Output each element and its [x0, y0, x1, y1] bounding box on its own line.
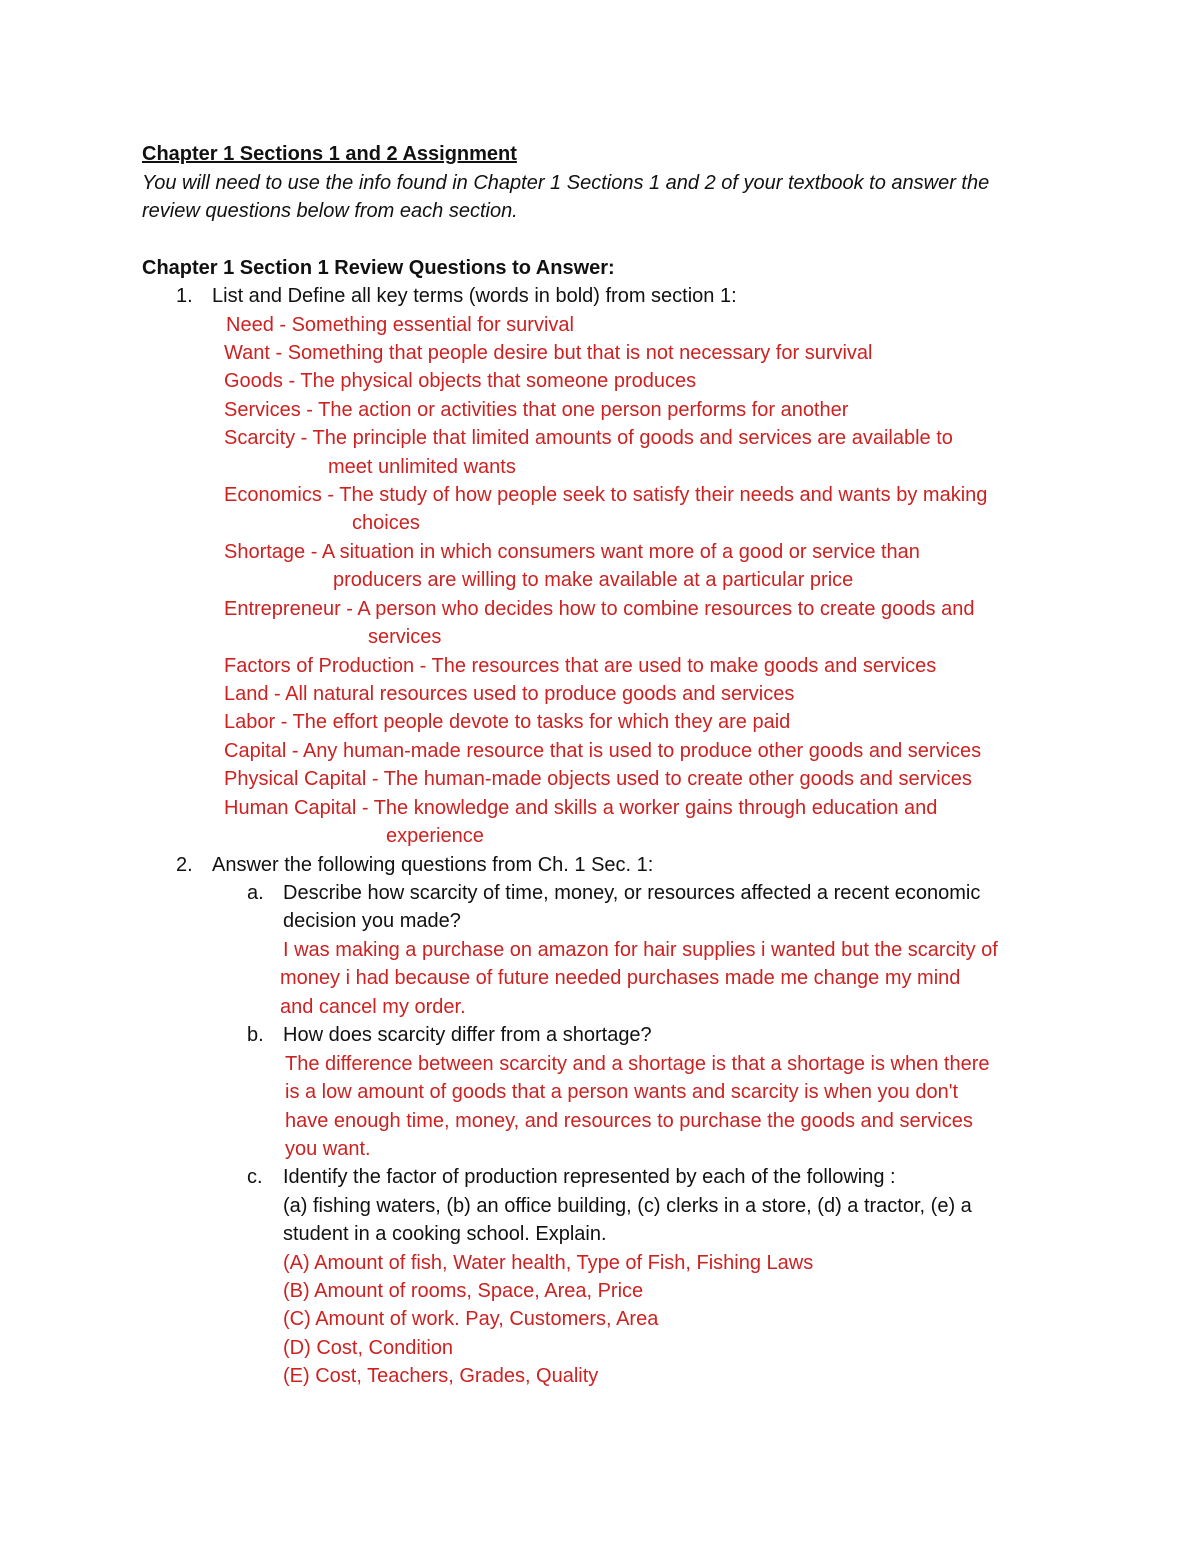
q2a-answer-line-1: I was making a purchase on amazon for hair supplies i wanted but the scarcity of: [283, 939, 998, 961]
q2-text: Answer the following questions from Ch. 1 Sec. 1:: [212, 854, 654, 876]
term-factors-of-production: Factors of Production - The resources that are used to make goods and services: [224, 655, 937, 677]
term-goods: Goods - The physical objects that someone produces: [224, 370, 697, 392]
term-human-capital: Human Capital - The knowledge and skills a worker gains through education and: [224, 797, 938, 819]
q2c-answer-d: (D) Cost, Condition: [283, 1337, 454, 1359]
term-human-capital-cont: experience: [386, 825, 484, 847]
term-entrepreneur: Entrepreneur - A person who decides how to combine resources to create goods and: [224, 598, 975, 620]
q2b-answer-line-4: you want.: [285, 1138, 371, 1160]
q2b-answer-line-2: is a low amount of goods that a person wants and scarcity is when you don't: [285, 1081, 959, 1103]
q2a-letter: a.: [247, 882, 264, 904]
q2c-question-line-2: (a) fishing waters, (b) an office building, (c) clerks in a store, (d) a tractor, (e) a: [283, 1195, 972, 1217]
q2c-letter: c.: [247, 1166, 263, 1188]
term-shortage: Shortage - A situation in which consumers want more of a good or service than: [224, 541, 920, 563]
term-capital: Capital - Any human-made resource that is used to produce other goods and services: [224, 740, 982, 762]
q2-number: 2.: [176, 854, 193, 876]
term-economics-cont: choices: [352, 512, 420, 534]
term-services: Services - The action or activities that one person performs for another: [224, 399, 849, 421]
term-need: Need - Something essential for survival: [226, 314, 574, 336]
intro-line-1: You will need to use the info found in Chapter 1 Sections 1 and 2 of your textbook to answer the: [142, 172, 990, 194]
q2c-answer-a: (A) Amount of fish, Water health, Type of Fish, Fishing Laws: [283, 1252, 814, 1274]
q2a-question-line-2: decision you made?: [283, 910, 461, 932]
intro-line-2: review questions below from each section.: [142, 200, 518, 222]
q2c-answer-e: (E) Cost, Teachers, Grades, Quality: [283, 1365, 599, 1387]
q2c-answer-c: (C) Amount of work. Pay, Customers, Area: [283, 1308, 659, 1330]
document-title: Chapter 1 Sections 1 and 2 Assignment: [142, 143, 517, 165]
q2a-answer-line-2: money i had because of future needed purchases made me change my mind: [280, 967, 961, 989]
term-scarcity-cont: meet unlimited wants: [328, 456, 516, 478]
term-shortage-cont: producers are willing to make available at a particular price: [333, 569, 854, 591]
q1-text: List and Define all key terms (words in bold) from section 1:: [212, 285, 737, 307]
q2c-question-line-3: student in a cooking school. Explain.: [283, 1223, 607, 1245]
term-labor: Labor - The effort people devote to tasks for which they are paid: [224, 711, 791, 733]
q2b-question-line-1: How does scarcity differ from a shortage?: [283, 1024, 652, 1046]
term-physical-capital: Physical Capital - The human-made objects used to create other goods and services: [224, 768, 972, 790]
q2a-answer-line-3: and cancel my order.: [280, 996, 466, 1018]
q2c-answer-b: (B) Amount of rooms, Space, Area, Price: [283, 1280, 644, 1302]
section-heading: Chapter 1 Section 1 Review Questions to Answer:: [142, 257, 615, 279]
q2a-question-line-1: Describe how scarcity of time, money, or resources affected a recent economic: [283, 882, 981, 904]
term-entrepreneur-cont: services: [368, 626, 442, 648]
q2b-answer-line-3: have enough time, money, and resources to purchase the goods and services: [285, 1110, 973, 1132]
term-want: Want - Something that people desire but that is not necessary for survival: [224, 342, 873, 364]
q2c-question-line-1: Identify the factor of production represented by each of the following :: [283, 1166, 896, 1188]
q1-number: 1.: [176, 285, 193, 307]
q2b-letter: b.: [247, 1024, 264, 1046]
q2b-answer-line-1: The difference between scarcity and a shortage is that a shortage is when there: [285, 1053, 990, 1075]
term-economics: Economics - The study of how people seek to satisfy their needs and wants by making: [224, 484, 988, 506]
term-land: Land - All natural resources used to produce goods and services: [224, 683, 795, 705]
term-scarcity: Scarcity - The principle that limited amounts of goods and services are available to: [224, 427, 953, 449]
